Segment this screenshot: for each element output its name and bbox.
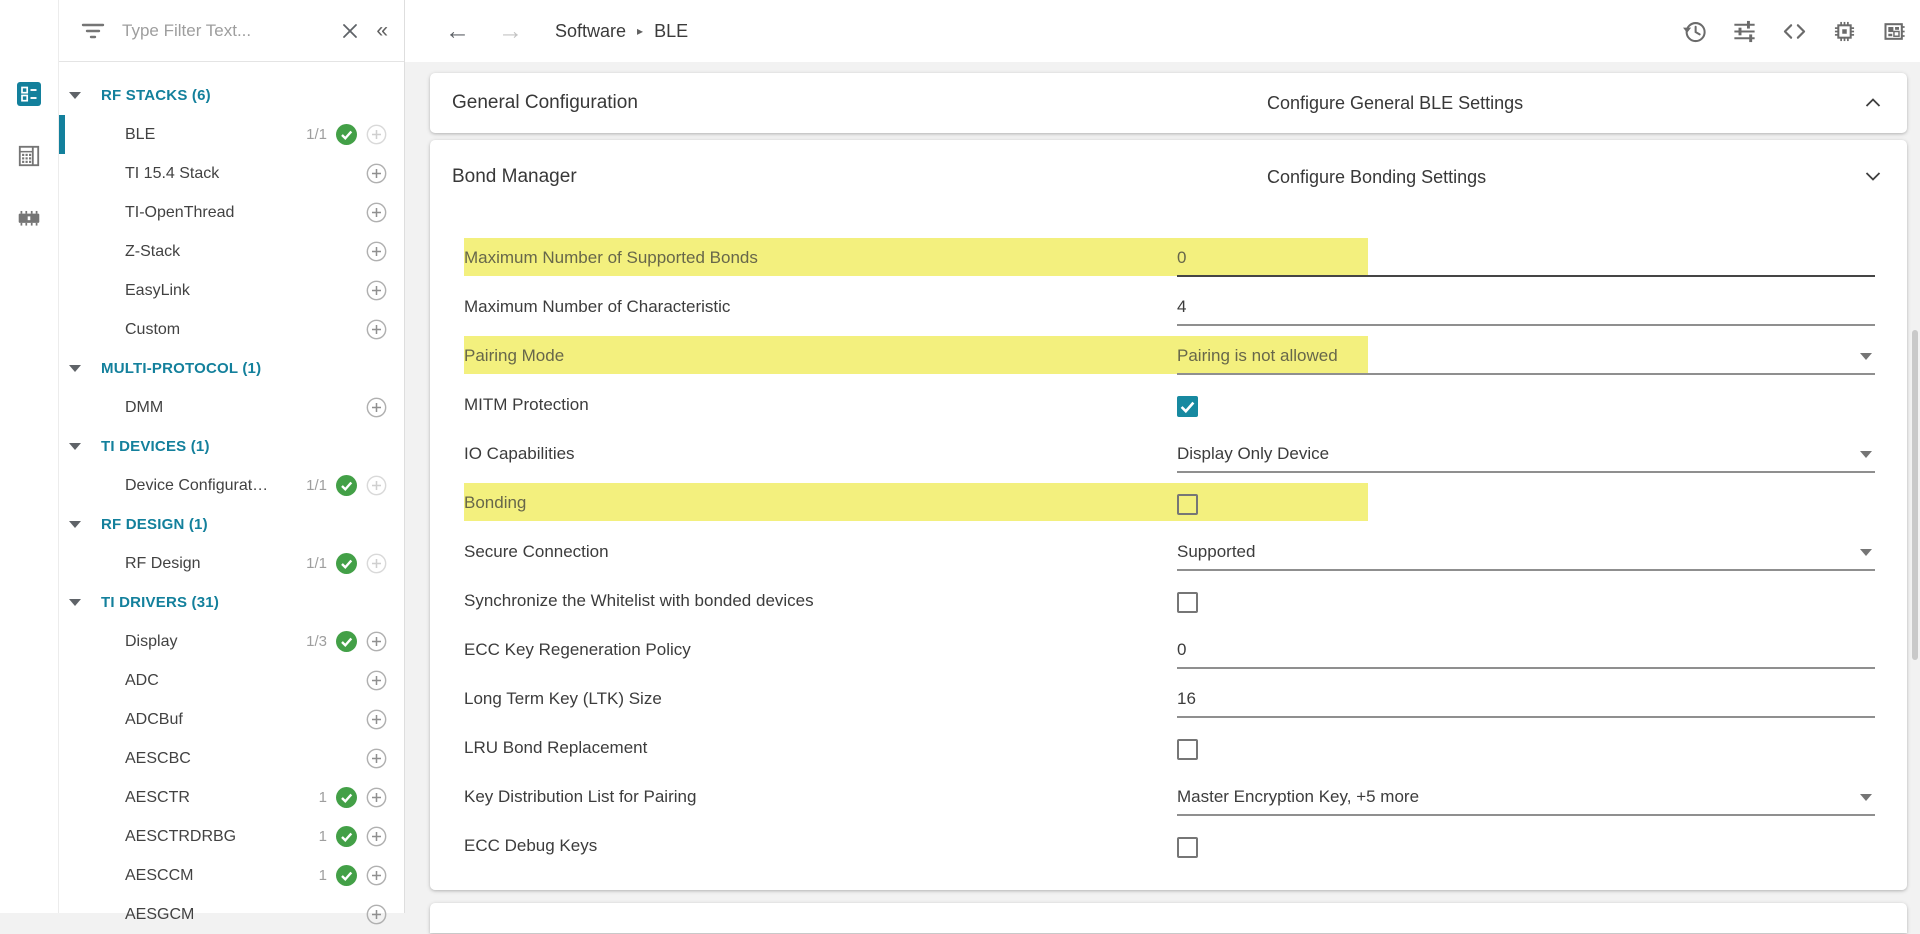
tree-group-label: RF STACKS (6) xyxy=(101,87,211,104)
config-label: Pairing Mode xyxy=(464,345,565,365)
collapse-triangle-icon xyxy=(69,92,81,99)
tree-item-custom[interactable] xyxy=(59,310,404,349)
chip-icon[interactable] xyxy=(1831,18,1858,45)
dropdown-caret-icon xyxy=(1860,451,1872,458)
config-row-io-capabilities xyxy=(430,429,1907,478)
instance-count: 1/1 xyxy=(306,126,327,143)
bond-manager-rows xyxy=(430,233,1907,870)
tree-item-label: BLE xyxy=(125,125,156,143)
configured-check-icon xyxy=(336,475,357,496)
config-label: Secure Connection xyxy=(464,541,609,561)
add-instance-icon[interactable] xyxy=(366,280,387,301)
add-instance-icon[interactable] xyxy=(366,553,387,574)
config-label: Maximum Number of Supported Bonds xyxy=(464,247,758,267)
clear-filter-icon[interactable] xyxy=(340,21,360,41)
add-instance-icon[interactable] xyxy=(366,904,387,925)
config-row-lru-bond-replacement xyxy=(430,723,1907,772)
tree-item-label: AESCBC xyxy=(125,749,191,767)
checkbox[interactable] xyxy=(1177,837,1198,858)
add-instance-icon[interactable] xyxy=(366,124,387,145)
configured-check-icon xyxy=(336,826,357,847)
breadcrumb-separator-icon: ▸ xyxy=(637,24,644,38)
tree-item-label: TI 15.4 Stack xyxy=(125,164,220,182)
tree-group-label: TI DRIVERS (31) xyxy=(101,594,220,611)
tree-item-label: EasyLink xyxy=(125,281,190,299)
tree-group-label: MULTI-PROTOCOL (1) xyxy=(101,360,262,377)
config-label: LRU Bond Replacement xyxy=(464,737,648,757)
config-label: ECC Debug Keys xyxy=(464,835,598,855)
add-instance-icon[interactable] xyxy=(366,709,387,730)
tree-item-rf-design[interactable] xyxy=(59,544,404,583)
tree-group-label: RF DESIGN (1) xyxy=(101,516,208,533)
dropdown-caret-icon xyxy=(1860,353,1872,360)
section-description: Configure General BLE Settings xyxy=(1267,92,1524,113)
chevron-down-icon[interactable] xyxy=(1865,168,1881,186)
tree-item-label: Display xyxy=(125,632,178,650)
chevron-up-icon[interactable] xyxy=(1865,94,1881,112)
configured-check-icon xyxy=(336,865,357,886)
config-panel-icon[interactable] xyxy=(16,81,42,107)
tree-item-aesccm[interactable] xyxy=(59,856,404,895)
checkbox-wrap xyxy=(1177,486,1875,522)
dropdown[interactable]: Master Encryption Key, +5 more xyxy=(1177,780,1875,816)
tree-group-multi-protocol-1[interactable] xyxy=(59,349,404,388)
main-panel xyxy=(405,0,1920,913)
checkbox[interactable] xyxy=(1177,494,1198,515)
add-instance-icon[interactable] xyxy=(366,748,387,769)
tree-group-rf-design-1[interactable] xyxy=(59,505,404,544)
tree-item-aescbc[interactable] xyxy=(59,739,404,778)
checkbox-wrap xyxy=(1177,731,1875,767)
tree-item-label: Custom xyxy=(125,320,181,338)
add-instance-icon[interactable] xyxy=(366,865,387,886)
tree-item-label: DMM xyxy=(125,398,164,416)
config-row-long-term-key-ltk-size xyxy=(430,674,1907,723)
tree-item-label: AESGCM xyxy=(125,905,195,923)
config-row-ecc-debug-keys xyxy=(430,821,1907,870)
memory-view-icon[interactable] xyxy=(16,205,42,231)
checkbox[interactable] xyxy=(1177,592,1198,613)
tree-item-dmm[interactable] xyxy=(59,388,404,427)
board-icon[interactable] xyxy=(1881,18,1908,45)
dropdown-caret-icon xyxy=(1860,794,1872,801)
tune-icon[interactable] xyxy=(1731,18,1758,45)
vertical-scrollbar-thumb[interactable] xyxy=(1912,330,1918,660)
filter-input[interactable] xyxy=(120,20,334,42)
breadcrumb xyxy=(555,21,688,42)
add-instance-icon[interactable] xyxy=(366,163,387,184)
tree-group-rf-stacks-6[interactable] xyxy=(59,76,404,115)
add-instance-icon[interactable] xyxy=(366,397,387,418)
text-input[interactable]: 4 xyxy=(1177,290,1875,326)
section-general-configuration xyxy=(430,73,1907,133)
configured-check-icon xyxy=(336,124,357,145)
text-input[interactable]: 0 xyxy=(1177,633,1875,669)
instance-count: 1/1 xyxy=(306,477,327,494)
forward-arrow-icon[interactable]: → xyxy=(498,16,523,45)
tree-item-adc[interactable] xyxy=(59,661,404,700)
tree-group-label: TI DEVICES (1) xyxy=(101,438,210,455)
general-configuration-header[interactable] xyxy=(430,73,1907,133)
bond-manager-header[interactable] xyxy=(430,140,1907,214)
tree-item-device-configurat[interactable] xyxy=(59,466,404,505)
section-bond-manager xyxy=(430,140,1907,890)
tree-item-label: AESCCM xyxy=(125,866,194,884)
section-title: General Configuration xyxy=(452,92,638,113)
config-row-secure-connection xyxy=(430,527,1907,576)
add-instance-icon[interactable] xyxy=(366,202,387,223)
text-input[interactable]: 0 xyxy=(1177,241,1875,277)
code-icon[interactable] xyxy=(1781,18,1808,45)
dropdown[interactable]: Supported xyxy=(1177,535,1875,571)
configured-check-icon xyxy=(336,787,357,808)
config-row-maximum-number-of-characteristic xyxy=(430,282,1907,331)
add-instance-icon[interactable] xyxy=(366,826,387,847)
config-row-ecc-key-regeneration-policy xyxy=(430,625,1907,674)
collapse-triangle-icon xyxy=(69,599,81,606)
tree-item-label: Device Configurat… xyxy=(125,476,269,494)
collapse-triangle-icon xyxy=(69,365,81,372)
section-description: Configure Bonding Settings xyxy=(1267,166,1487,187)
config-label: MITM Protection xyxy=(464,394,589,414)
config-row-maximum-number-of-supported-bonds xyxy=(430,233,1907,282)
checkbox-wrap xyxy=(1177,388,1875,424)
config-label: Key Distribution List for Pairing xyxy=(464,786,697,806)
dropdown[interactable]: Pairing is not allowed xyxy=(1177,339,1875,375)
tree-item-ti-15-4-stack[interactable] xyxy=(59,154,404,193)
section-title: Bond Manager xyxy=(452,166,577,187)
tree-item-aesctrdrbg[interactable] xyxy=(59,817,404,856)
history-icon[interactable] xyxy=(1681,18,1708,45)
checkbox[interactable] xyxy=(1177,396,1198,417)
module-tree xyxy=(59,62,404,934)
collapse-triangle-icon xyxy=(69,443,81,450)
tree-item-label: TI-OpenThread xyxy=(125,203,235,221)
tree-item-label: AESCTRDRBG xyxy=(125,827,237,845)
instance-count: 1 xyxy=(318,867,327,884)
tree-item-label: ADCBuf xyxy=(125,710,183,728)
add-instance-icon[interactable] xyxy=(366,475,387,496)
add-instance-icon[interactable] xyxy=(366,787,387,808)
device-view-icon[interactable] xyxy=(16,143,42,169)
tree-item-ti-openthread[interactable] xyxy=(59,193,404,232)
configured-check-icon xyxy=(336,553,357,574)
instance-count: 1/1 xyxy=(306,555,327,572)
config-row-pairing-mode xyxy=(430,331,1907,380)
tree-item-label: AESCTR xyxy=(125,788,190,806)
config-content xyxy=(405,62,1920,933)
config-row-bonding xyxy=(430,478,1907,527)
tree-item-aesctr[interactable] xyxy=(59,778,404,817)
add-instance-icon[interactable] xyxy=(366,241,387,262)
tree-item-z-stack[interactable] xyxy=(59,232,404,271)
config-label: ECC Key Regeneration Policy xyxy=(464,639,691,659)
config-label: Long Term Key (LTK) Size xyxy=(464,688,662,708)
add-instance-icon[interactable] xyxy=(366,631,387,652)
config-label: IO Capabilities xyxy=(464,443,575,463)
config-row-key-distribution-list-for-pairing xyxy=(430,772,1907,821)
instance-count: 1/3 xyxy=(306,633,327,650)
checkbox-wrap xyxy=(1177,829,1875,865)
tree-item-label: RF Design xyxy=(125,554,201,572)
tree-group-ti-drivers-31[interactable] xyxy=(59,583,404,622)
config-row-synchronize-the-whitelist-with-bonded-devices xyxy=(430,576,1907,625)
instance-count: 1 xyxy=(318,828,327,845)
toolbar-actions xyxy=(1681,18,1908,45)
text-input[interactable]: 16 xyxy=(1177,682,1875,718)
config-label: Bonding xyxy=(464,492,527,512)
add-instance-icon[interactable] xyxy=(366,319,387,340)
tree-item-easylink[interactable] xyxy=(59,271,404,310)
filter-icon xyxy=(80,21,106,41)
checkbox-wrap xyxy=(1177,584,1875,620)
back-arrow-icon[interactable]: ← xyxy=(445,16,470,45)
main-toolbar xyxy=(405,0,1920,62)
filter-row xyxy=(59,0,404,62)
config-label: Maximum Number of Characteristic xyxy=(464,296,731,316)
tree-group-ti-devices-1[interactable] xyxy=(59,427,404,466)
tree-item-display[interactable] xyxy=(59,622,404,661)
breadcrumb-software[interactable]: Software xyxy=(555,20,627,41)
instance-count: 1 xyxy=(318,789,327,806)
tree-item-label: Z-Stack xyxy=(125,242,181,260)
dropdown-caret-icon xyxy=(1860,549,1872,556)
config-row-mitm-protection xyxy=(430,380,1907,429)
tree-item-aesgcm[interactable] xyxy=(59,895,404,934)
icon-rail xyxy=(0,0,59,913)
tree-item-label: ADC xyxy=(125,671,159,689)
config-label: Synchronize the Whitelist with bonded devices xyxy=(464,590,814,610)
breadcrumb-ble[interactable]: BLE xyxy=(654,20,689,41)
collapse-sidebar-icon[interactable]: « xyxy=(376,19,388,42)
dropdown[interactable]: Display Only Device xyxy=(1177,437,1875,473)
add-instance-icon[interactable] xyxy=(366,670,387,691)
tree-item-adcbuf[interactable] xyxy=(59,700,404,739)
section-next-partial xyxy=(430,903,1907,933)
configured-check-icon xyxy=(336,631,357,652)
module-sidebar xyxy=(59,0,405,923)
collapse-triangle-icon xyxy=(69,521,81,528)
tree-item-ble[interactable] xyxy=(59,115,404,154)
checkbox[interactable] xyxy=(1177,739,1198,760)
